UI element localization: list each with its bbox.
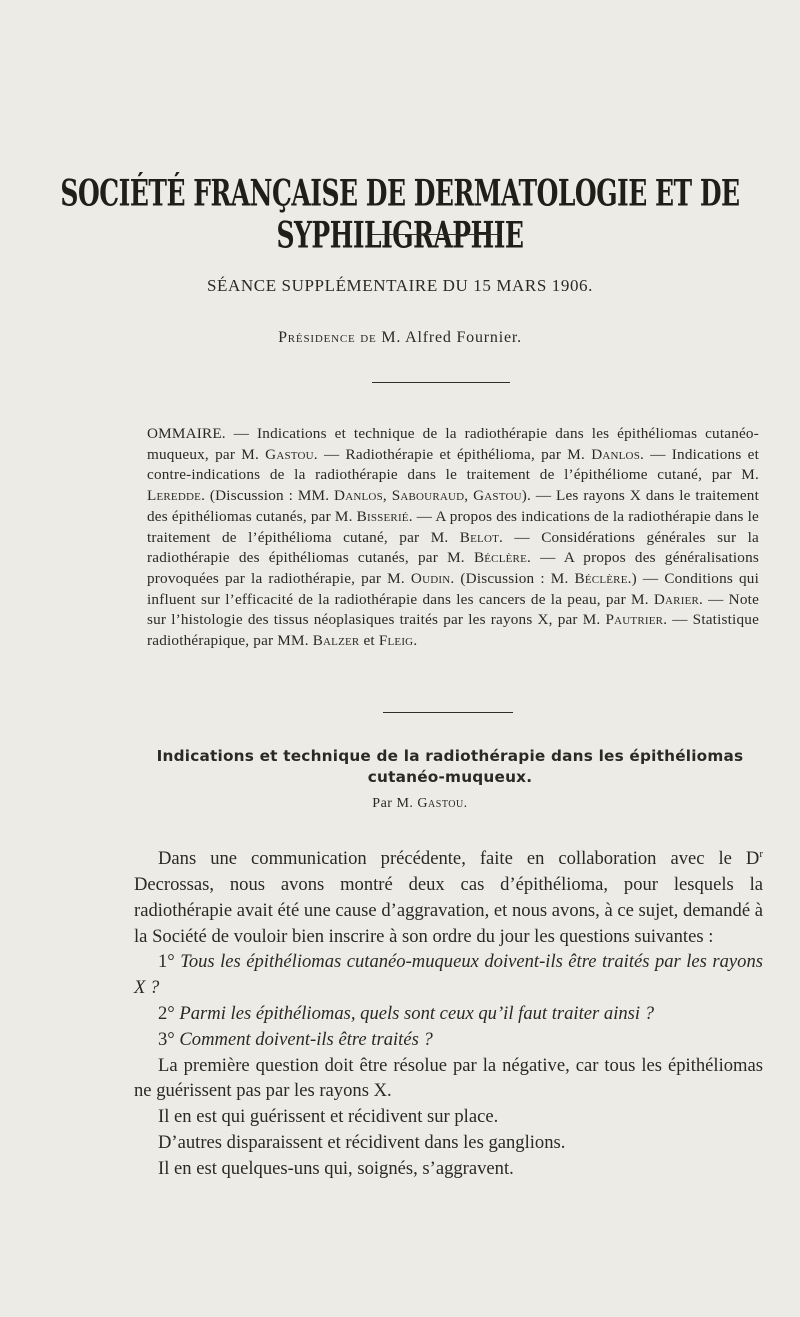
- author-beclere: Béclère: [473, 549, 528, 567]
- author-belot: Belot: [459, 528, 500, 546]
- title-rule: [372, 234, 502, 235]
- body-paragraph: Dans une communication précédente, faite en collaboration avec le $D^r$ Decrossas, nous avons montré deux cas d’épithélioma, pour lesquels la radiothérapie avait été une cause d’aggravation, et nous avons, à ce sujet, demandé à la Société de vouloir bien inscrire à son ordre du jour les questions suivantes :: [134, 848, 763, 947]
- article-author: Par M. Gastou.: [372, 796, 468, 811]
- presidence-name: Alfred Fournier.: [405, 329, 522, 346]
- summary-block: OMMAIRE. — Indications et technique de la radiothérapie dans les épithéliomas cutanéo-muqueux, par M. Gastou. — Radiothérapie et épithélioma, par M. Danlos. — Indications et contre-indications de la radiothérapie dans le traitement de l’épithéliome cutané, par M. Leredde. (Discussion : MM. Danlos, Sabouraud, Gastou). — Les rayons X dans le traitement des épithéliomas cutanés, par M. Bisserié. — A propos des indications de la radiothérapie dans le traitement de l’épithélioma cutané, par M. Belot. — Considérations générales sur la radiothérapie des épithéliomas cutanés, par M. Béclère. — A propos des généralisations provoquées par la radiothérapie, par M. Oudin. (Discussion : M. Béclère.) — Conditions qui influent sur l’efficacité de la radiothérapie dans les cancers de la peau, par M. Darier. — Note sur l’histologie des tissus néoplasiques traités par les rayons X, par M. Pautrier. — Statistique radiothérapique, par MM. Balzer et Fleig.: [147, 425, 760, 650]
- body-paragraph: La première question doit être résolue par la négative, car tous les épithéliomas ne guérissent pas par les rayons X.: [134, 1054, 763, 1102]
- author-bisserie: Bisserié: [356, 507, 409, 525]
- question-1: 1° Tous les épithéliomas cutanéo-muqueux doivent-ils être traités par les rayons X ?: [134, 951, 763, 999]
- presidence-rule: [372, 382, 510, 383]
- body-paragraph: Il en est quelques-uns qui, soignés, s’aggravent.: [158, 1157, 514, 1179]
- question-2: 2° Parmi les épithéliomas, quels sont ceux qu’il faut traiter ainsi ?: [158, 1002, 655, 1024]
- summary-rule: [383, 712, 513, 713]
- author-danlos: Danlos: [591, 445, 641, 463]
- author-darier: Darier: [653, 590, 700, 608]
- summary-start: OMMAIRE. — Indications et technique de la radiothérapie dans les épithéliomas cutanéo-muqueux, par M.: [147, 425, 759, 463]
- author-fleig: Fleig: [378, 632, 414, 650]
- question-3: 3° Comment doivent-ils être traités ?: [158, 1028, 433, 1050]
- session-title: SÉANCE SUPPLÉMENTAIRE DU 15 MARS 1906.: [206, 276, 594, 295]
- article-body: [134, 842, 763, 1182]
- article-title: Indications et technique de la radiothérapie dans les épithéliomas cutanéo-muqueux.: [156, 747, 744, 786]
- journal-title: SOCIÉTÉ FRANÇAISE DE DERMATOLOGIE ET DE SYPHILIGRAPHIE: [60, 172, 740, 257]
- presidence-label: Présidence de M.: [278, 329, 402, 346]
- body-paragraph: D’autres disparaissent et récidivent dans les ganglions.: [158, 1131, 566, 1153]
- bleed-through-text: [130, 62, 138, 88]
- body-paragraph: Il en est qui guérissent et récidivent sur place.: [158, 1106, 499, 1128]
- author-leredde: Leredde: [147, 487, 202, 505]
- author-balzer: Balzer: [312, 632, 360, 650]
- author-oudin: Oudin: [410, 569, 451, 587]
- presidence-line: [0, 329, 800, 347]
- author-gastou: Gastou: [265, 445, 314, 463]
- author-pautrier: Pautrier: [605, 611, 664, 629]
